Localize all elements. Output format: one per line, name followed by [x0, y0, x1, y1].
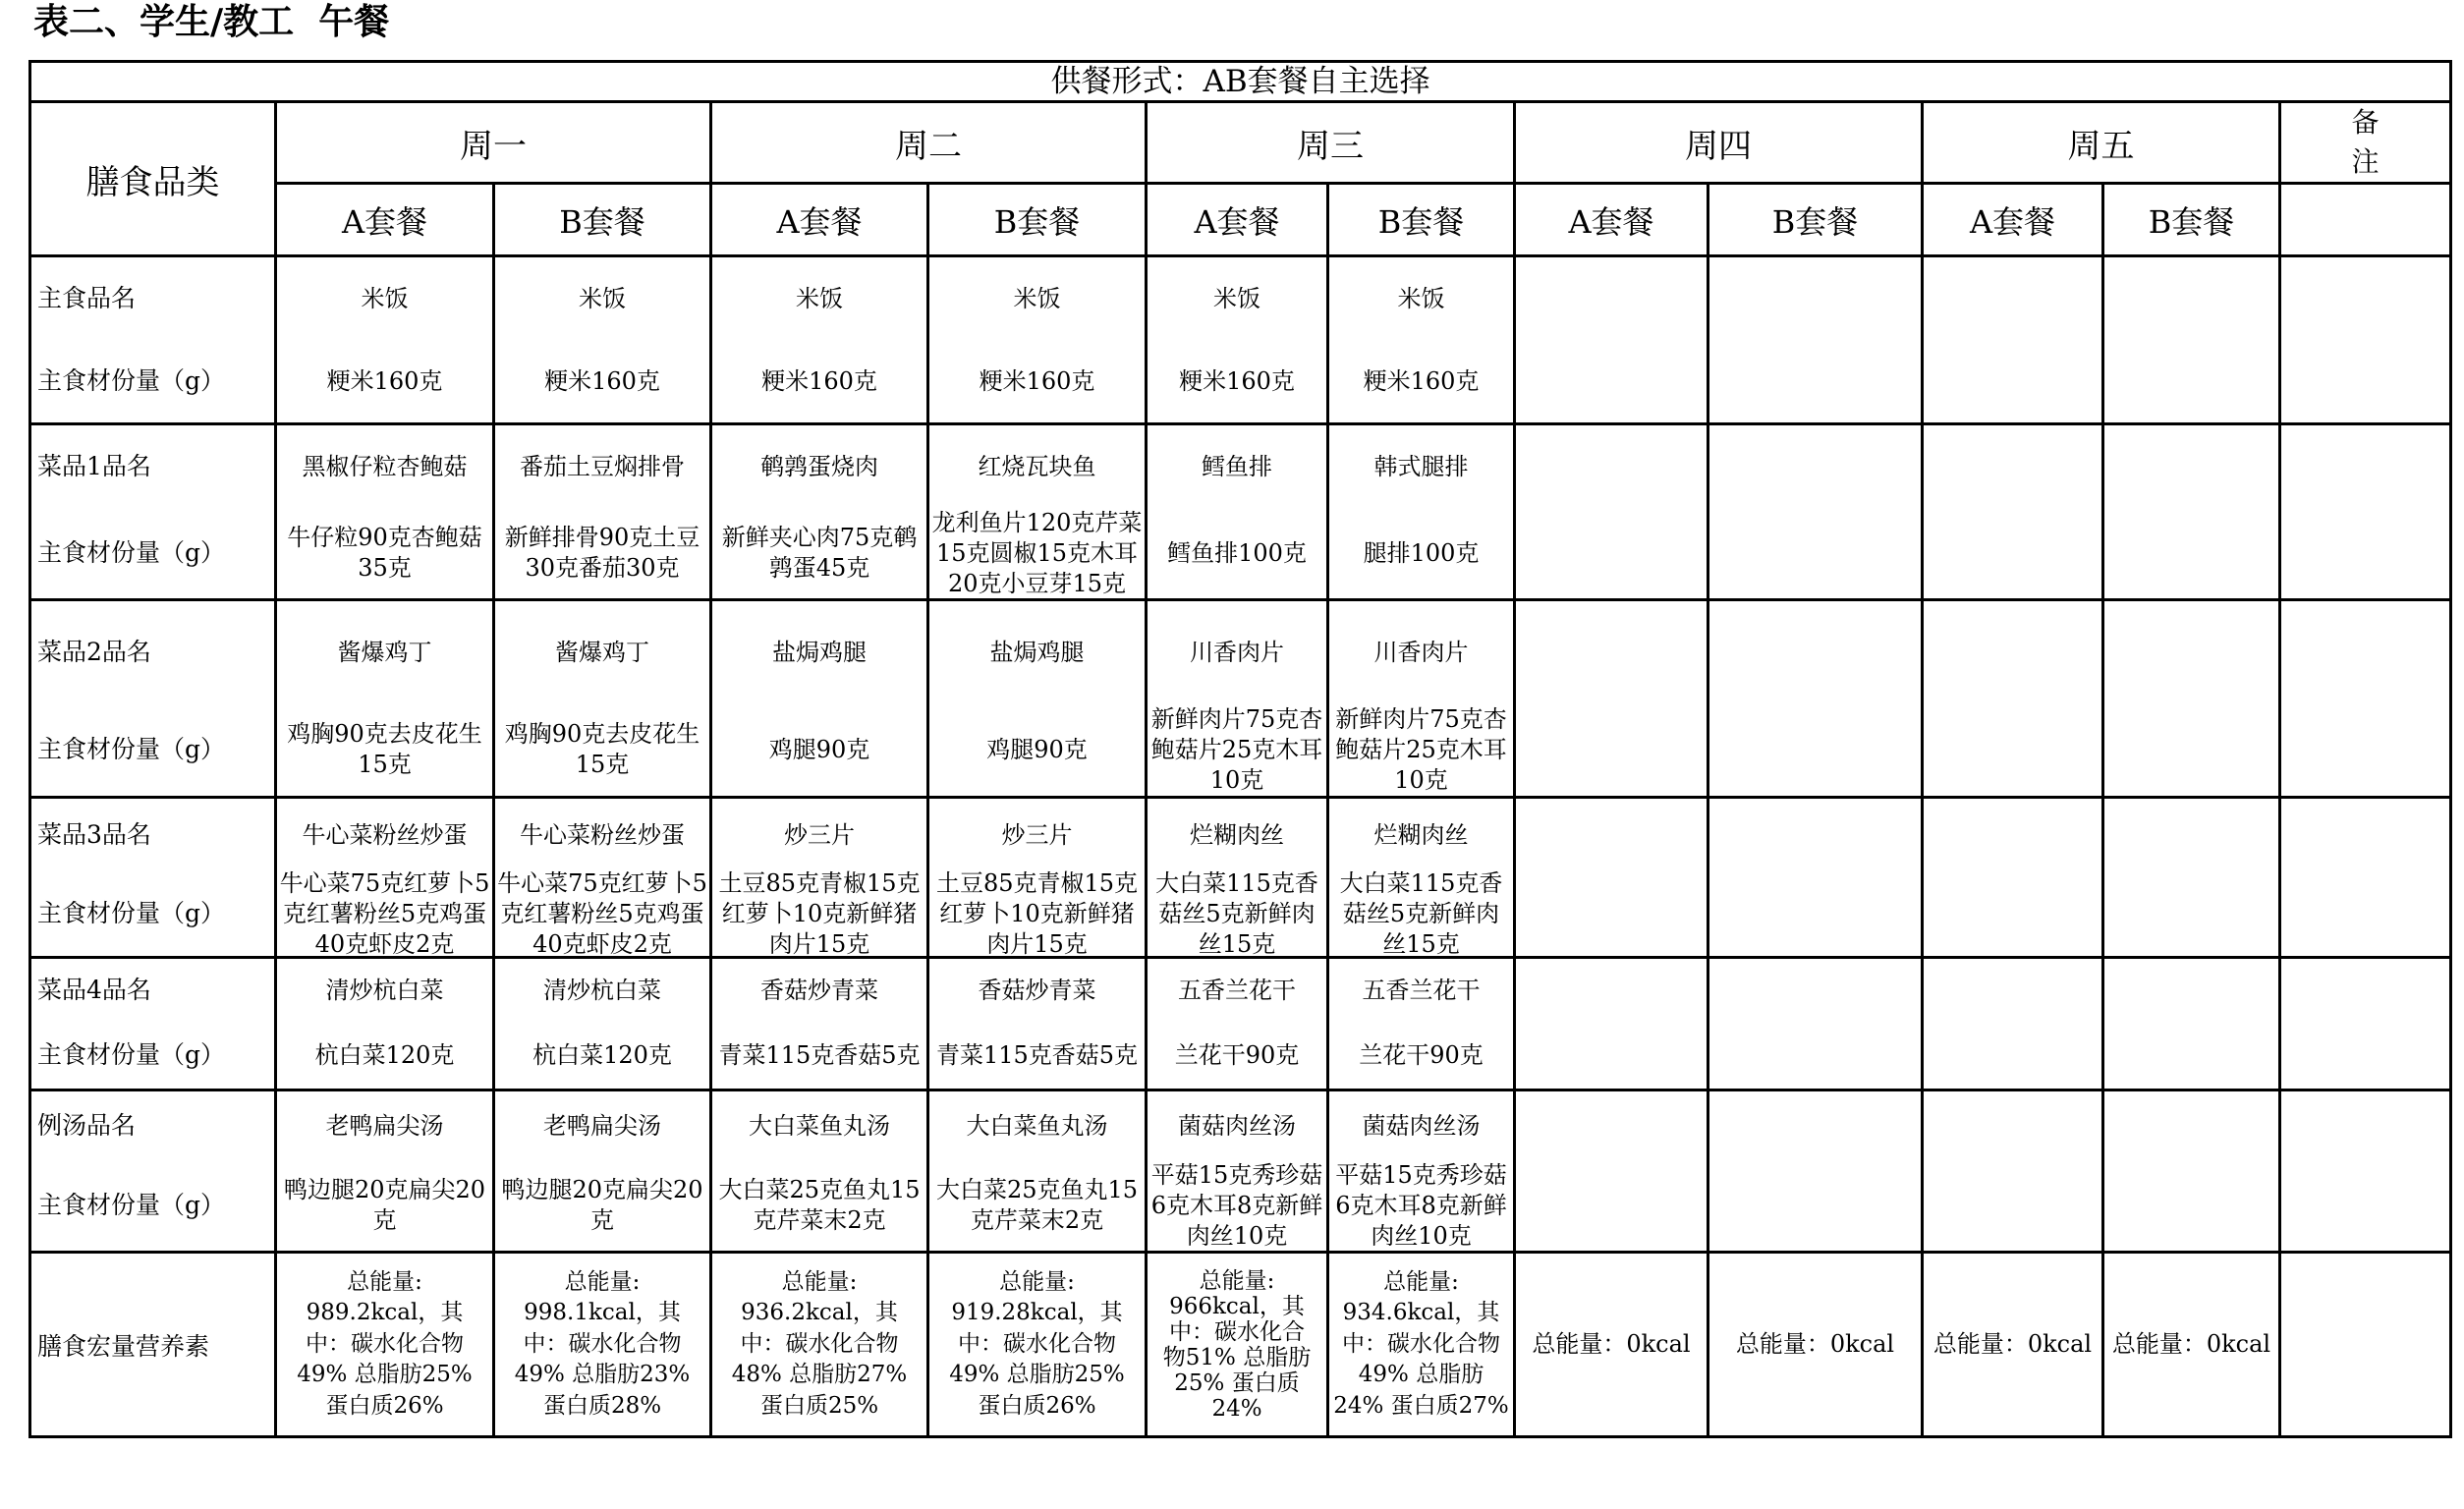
- meal-cell: [711, 958, 928, 1090]
- dish-ingredients: 鸡腿90克: [768, 735, 870, 763]
- meal-header: B套餐: [1328, 184, 1515, 256]
- nutrition-line: 物51% 总脂肪: [1162, 1344, 1312, 1370]
- dish-name: [1709, 959, 1921, 1022]
- dish-name: 烂糊肉丝: [1373, 820, 1469, 849]
- dish-ingredients: 鸡腿90克: [986, 735, 1088, 763]
- nutrition-cell: [1708, 1253, 1923, 1437]
- dish-name: 黑椒仔粒杏鲍菇: [302, 452, 468, 480]
- nutrition-line: 中：碳水化合物: [958, 1330, 1116, 1357]
- dish-ingredients: [1516, 703, 1707, 796]
- meal-cell: [2103, 798, 2280, 958]
- meal-cell: [1147, 600, 1328, 798]
- meal-cell: [494, 798, 711, 958]
- meal-cell: [1708, 256, 1923, 424]
- dish-name: [1924, 257, 2101, 340]
- dish-ingredients: [1924, 871, 2101, 956]
- dish-name: 盐焗鸡腿: [772, 638, 867, 666]
- dish-ingredients: [2104, 703, 2278, 796]
- meal-cell: [1328, 958, 1515, 1090]
- dish-name: 五香兰花干: [1362, 976, 1481, 1004]
- serving-mode-row: [30, 62, 2451, 102]
- dish-ingredients: 牛心菜75克红萝卜5克红薯粉丝5克鸡蛋40克虾皮2克: [497, 868, 707, 958]
- dish-name: [2104, 799, 2278, 871]
- nutrition-line: 总能量:: [347, 1268, 422, 1295]
- nutrition-line: 蛋白质26%: [325, 1392, 444, 1419]
- day-header-row: [30, 102, 2451, 184]
- day-header-thu: 周四: [1515, 102, 1923, 184]
- meal-cell: [711, 600, 928, 798]
- nutrition-line: 中：碳水化合物: [523, 1330, 682, 1357]
- meal-cell: [1328, 798, 1515, 958]
- meal-cell: [2103, 600, 2280, 798]
- section-row: [30, 798, 2451, 958]
- dish-name: 韩式腿排: [1373, 452, 1469, 480]
- meal-cell: [276, 1090, 494, 1253]
- dish-ingredients: 新鲜肉片75克杏鲍菇片25克木耳10克: [1335, 704, 1507, 794]
- nutrition-cell: [1147, 1253, 1328, 1437]
- dish-ingredients: [1924, 1022, 2101, 1089]
- dish-ingredients: 粳米160克: [1179, 366, 1295, 395]
- dish-name-label: 菜品2品名: [37, 638, 151, 666]
- meal-cell: [1923, 958, 2103, 1090]
- dish-ingredients: 平菇15克秀珍菇6克木耳8克新鲜肉丝10克: [1335, 1160, 1507, 1250]
- dish-name: 川香肉片: [1190, 638, 1284, 666]
- dish-ingredients: 青菜115克香菇5克: [718, 1040, 921, 1069]
- dish-ingredients: 新鲜夹心肉75克鹌鹑蛋45克: [721, 524, 918, 582]
- dish-name: [1516, 425, 1707, 508]
- nutrition-line: 总能量:: [781, 1268, 858, 1295]
- dish-name-label: 主食品名: [37, 284, 137, 312]
- meal-cell: [276, 600, 494, 798]
- meal-cell: [1708, 424, 1923, 600]
- meal-header: B套餐: [1708, 184, 1923, 256]
- notes-cell: [2280, 1090, 2451, 1253]
- dish-ingredients: 土豆85克青椒15克红萝卜10克新鲜猪肉片15克: [718, 868, 921, 958]
- meal-cell: [2103, 1090, 2280, 1253]
- section-label: [30, 798, 276, 958]
- section-label: [30, 424, 276, 600]
- dish-ingredients: 杭白菜120克: [532, 1040, 672, 1069]
- nutrition-line: 49% 总脂肪: [1358, 1362, 1484, 1388]
- nutrition-line: 蛋白质28%: [542, 1392, 662, 1419]
- dish-name: 盐焗鸡腿: [989, 638, 1085, 666]
- notes-header: 备 注: [2280, 102, 2451, 184]
- nutrition-line: 989.2kcal，其: [306, 1300, 464, 1326]
- nutrition-line: 48% 总脂肪27%: [731, 1362, 908, 1388]
- portion-label: 主食材份量（g）: [37, 735, 226, 763]
- notes-cell: [2280, 1253, 2451, 1437]
- dish-ingredients: [1516, 1160, 1707, 1251]
- dish-ingredients: 土豆85克青椒15克红萝卜10克新鲜猪肉片15克: [935, 868, 1139, 958]
- meal-cell: [1708, 958, 1923, 1090]
- dish-ingredients: [2104, 1022, 2278, 1089]
- dish-name: 米饭: [1013, 284, 1061, 312]
- dish-name-label: 菜品4品名: [37, 976, 151, 1004]
- dish-name: [1709, 799, 1921, 871]
- dish-name: 米饭: [361, 284, 409, 312]
- dish-name: 酱爆鸡丁: [337, 638, 432, 666]
- nutrition-cell: [494, 1253, 711, 1437]
- dish-name: 酱爆鸡丁: [555, 638, 649, 666]
- portion-label: 主食材份量（g）: [37, 899, 226, 927]
- dish-ingredients: [1924, 508, 2101, 598]
- meal-cell: [494, 256, 711, 424]
- dish-name: [1516, 959, 1707, 1022]
- meal-cell: [928, 256, 1147, 424]
- nutrition-cell: [928, 1253, 1147, 1437]
- meal-cell: [1147, 958, 1328, 1090]
- dish-name: [1709, 425, 1921, 508]
- dish-name: 香菇炒青菜: [978, 976, 1096, 1004]
- portion-label: 主食材份量（g）: [37, 1191, 226, 1219]
- meal-cell: [711, 798, 928, 958]
- dish-ingredients: 鸡胸90克去皮花生15克: [287, 720, 482, 778]
- dish-name: [2104, 959, 2278, 1022]
- nutrition-line: 中：碳水化合物: [1342, 1330, 1500, 1357]
- dish-name-label: 例汤品名: [37, 1111, 137, 1140]
- section-label: [30, 1090, 276, 1253]
- dish-ingredients: [1516, 1022, 1707, 1089]
- dish-ingredients: [1709, 1022, 1921, 1089]
- dish-ingredients: 新鲜肉片75克杏鲍菇片25克木耳10克: [1150, 704, 1323, 794]
- dish-name: [2104, 601, 2278, 703]
- dish-ingredients: 青菜115克香菇5克: [935, 1040, 1139, 1069]
- dish-ingredients: 龙利鱼片120克芹菜15克圆椒15克木耳20克小豆芽15克: [931, 508, 1143, 597]
- meal-cell: [276, 256, 494, 424]
- nutrition-line: 总能量:: [1199, 1267, 1275, 1294]
- notes-cell: [2280, 958, 2451, 1090]
- meal-cell: [928, 1090, 1147, 1253]
- nutrition-line: 总能量：0kcal: [1932, 1329, 2093, 1358]
- meal-header-row: [30, 184, 2451, 256]
- menu-table: [28, 60, 2452, 1438]
- section-row: [30, 958, 2451, 1090]
- meal-cell: [2103, 424, 2280, 600]
- dish-ingredients: 鸭边腿20克扁尖20克: [501, 1176, 703, 1234]
- meal-cell: [494, 1090, 711, 1253]
- nutrition-line: 49% 总脂肪25%: [949, 1362, 1125, 1388]
- dish-ingredients: [1924, 1160, 2101, 1251]
- dish-name: [1516, 257, 1707, 340]
- nutrition-line: 25% 蛋白质: [1174, 1369, 1300, 1396]
- dish-name: 米饭: [1213, 284, 1260, 312]
- dish-ingredients: [1924, 703, 2101, 796]
- dish-name: 菌菇肉丝汤: [1178, 1111, 1296, 1140]
- dish-name: 大白菜鱼丸汤: [966, 1111, 1108, 1140]
- meal-cell: [1708, 798, 1923, 958]
- dish-ingredients: 平菇15克秀珍菇6克木耳8克新鲜肉丝10克: [1150, 1160, 1323, 1250]
- dish-name: [1924, 425, 2101, 508]
- meal-cell: [1923, 798, 2103, 958]
- nutrition-line: 总能量:: [1383, 1268, 1459, 1295]
- section-label: [30, 958, 276, 1090]
- meal-cell: [276, 798, 494, 958]
- dish-ingredients: 大白菜25克鱼丸15克芹菜末2克: [718, 1176, 921, 1234]
- nutrition-line: 总能量：0kcal: [2111, 1329, 2271, 1358]
- dish-ingredients: 粳米160克: [1363, 366, 1480, 395]
- section-row: [30, 256, 2451, 424]
- nutrition-line: 中：碳水化合: [1169, 1318, 1305, 1345]
- nutrition-line: 总能量：0kcal: [1735, 1329, 1895, 1358]
- nutrition-cell: [711, 1253, 928, 1437]
- meal-cell: [1147, 798, 1328, 958]
- category-header: 膳食品类: [30, 102, 276, 256]
- meal-cell: [1515, 1090, 1708, 1253]
- dish-name: [1924, 1091, 2101, 1160]
- dish-ingredients: 腿排100克: [1363, 538, 1480, 567]
- meal-cell: [2103, 958, 2280, 1090]
- nutrition-line: 中：碳水化合物: [740, 1330, 899, 1357]
- meal-cell: [711, 1090, 928, 1253]
- meal-cell: [1328, 600, 1515, 798]
- notes-cell: [2280, 424, 2451, 600]
- notes-header-blank: [2280, 184, 2451, 256]
- nutrition-cell: [1515, 1253, 1708, 1437]
- dish-name: 五香兰花干: [1178, 976, 1296, 1004]
- meal-cell: [928, 798, 1147, 958]
- nutrition-line: 49% 总脂肪23%: [514, 1362, 691, 1388]
- meal-cell: [1328, 424, 1515, 600]
- dish-name: 清炒杭白菜: [543, 976, 661, 1004]
- meal-cell: [494, 600, 711, 798]
- serving-mode: 供餐形式：AB套餐自主选择: [30, 62, 2451, 102]
- dish-ingredients: [1709, 703, 1921, 796]
- meal-cell: [276, 424, 494, 600]
- meal-cell: [1147, 424, 1328, 600]
- dish-ingredients: [1709, 508, 1921, 598]
- meal-cell: [494, 958, 711, 1090]
- dish-name: 鹌鹑蛋烧肉: [760, 452, 878, 480]
- dish-name: 番茄土豆焖排骨: [520, 452, 685, 480]
- meal-cell: [1328, 256, 1515, 424]
- meal-cell: [1923, 1090, 2103, 1253]
- section-label: [30, 256, 276, 424]
- nutrition-row: [30, 1253, 2451, 1437]
- meal-header: A套餐: [276, 184, 494, 256]
- dish-ingredients: 鸡胸90克去皮花生15克: [504, 720, 700, 778]
- dish-ingredients: [1709, 871, 1921, 956]
- dish-name: 米饭: [579, 284, 626, 312]
- nutrition-line: 总能量：0kcal: [1532, 1329, 1691, 1358]
- portion-label: 主食材份量（g）: [37, 1040, 226, 1069]
- dish-name: 大白菜鱼丸汤: [749, 1111, 890, 1140]
- dish-ingredients: 兰花干90克: [1359, 1040, 1484, 1069]
- dish-ingredients: 兰花干90克: [1174, 1040, 1300, 1069]
- nutrition-line: 24% 蛋白质27%: [1333, 1392, 1509, 1419]
- dish-name: 老鸭扁尖汤: [325, 1111, 444, 1140]
- notes-cell: [2280, 600, 2451, 798]
- dish-name: 清炒杭白菜: [325, 976, 444, 1004]
- dish-name: [1516, 1091, 1707, 1160]
- dish-ingredients: [1709, 1160, 1921, 1251]
- nutrition-cell: [2103, 1253, 2280, 1437]
- dish-ingredients: [2104, 508, 2278, 598]
- section-row: [30, 600, 2451, 798]
- dish-name: [1709, 1091, 1921, 1160]
- nutrition-line: 49% 总脂肪25%: [297, 1362, 473, 1388]
- dish-name: 牛心菜粉丝炒蛋: [302, 820, 468, 849]
- notes-cell: [2280, 798, 2451, 958]
- dish-name: 米饭: [796, 284, 843, 312]
- dish-ingredients: 鳕鱼排100克: [1167, 538, 1307, 567]
- dish-ingredients: [2104, 1160, 2278, 1251]
- dish-name: 米饭: [1397, 284, 1445, 312]
- dish-ingredients: [1709, 340, 1921, 422]
- dish-name: [1516, 799, 1707, 871]
- dish-name: 老鸭扁尖汤: [543, 1111, 661, 1140]
- meal-cell: [1328, 1090, 1515, 1253]
- dish-ingredients: [1924, 340, 2101, 422]
- dish-name: [2104, 425, 2278, 508]
- meal-cell: [1515, 958, 1708, 1090]
- meal-cell: [2103, 256, 2280, 424]
- dish-name: 鳕鱼排: [1202, 452, 1272, 480]
- dish-ingredients: 大白菜115克香菇丝5克新鲜肉丝15克: [1339, 868, 1503, 958]
- dish-name: 炒三片: [784, 820, 855, 849]
- meal-cell: [1708, 600, 1923, 798]
- nutrition-cell: [1923, 1253, 2103, 1437]
- dish-name: [1924, 959, 2101, 1022]
- notes-cell: [2280, 256, 2451, 424]
- section-row: [30, 424, 2451, 600]
- dish-ingredients: 粳米160克: [544, 366, 660, 395]
- meal-cell: [1923, 256, 2103, 424]
- dish-name: [2104, 257, 2278, 340]
- meal-cell: [1515, 798, 1708, 958]
- meal-cell: [1515, 600, 1708, 798]
- meal-cell: [1923, 600, 2103, 798]
- meal-cell: [1923, 424, 2103, 600]
- meal-header: A套餐: [711, 184, 928, 256]
- dish-ingredients: 新鲜排骨90克土豆30克番茄30克: [504, 524, 700, 582]
- meal-cell: [1515, 424, 1708, 600]
- meal-cell: [276, 958, 494, 1090]
- dish-name: 香菇炒青菜: [760, 976, 878, 1004]
- dish-ingredients: [2104, 340, 2278, 422]
- nutrition-line: 24%: [1211, 1395, 1262, 1422]
- nutrition-line: 919.28kcal，其: [951, 1300, 1123, 1326]
- dish-ingredients: [1516, 340, 1707, 422]
- meal-header: A套餐: [1923, 184, 2103, 256]
- meal-cell: [1708, 1090, 1923, 1253]
- nutrition-label: 膳食宏量营养素: [30, 1253, 276, 1437]
- dish-name-label: 菜品1品名: [37, 452, 151, 480]
- meal-cell: [928, 600, 1147, 798]
- nutrition-line: 934.6kcal，其: [1342, 1300, 1500, 1326]
- dish-ingredients: 牛仔粒90克杏鲍菇35克: [287, 524, 482, 582]
- dish-ingredients: 牛心菜75克红萝卜5克红薯粉丝5克鸡蛋40克虾皮2克: [279, 868, 490, 958]
- dish-name-label: 菜品3品名: [37, 820, 151, 849]
- meal-cell: [711, 424, 928, 600]
- nutrition-line: 总能量:: [564, 1268, 641, 1295]
- dish-ingredients: 鸭边腿20克扁尖20克: [283, 1176, 486, 1234]
- dish-ingredients: [2104, 871, 2278, 956]
- nutrition-line: 998.1kcal，其: [524, 1300, 681, 1326]
- meal-header: A套餐: [1147, 184, 1328, 256]
- meal-header: A套餐: [1515, 184, 1708, 256]
- dish-name: [1924, 799, 2101, 871]
- nutrition-line: 蛋白质25%: [759, 1392, 879, 1419]
- nutrition-line: 936.2kcal，其: [741, 1300, 898, 1326]
- dish-name: [2104, 1091, 2278, 1160]
- dish-name: 红烧瓦块鱼: [978, 452, 1096, 480]
- dish-name: [1709, 257, 1921, 340]
- meal-cell: [1147, 256, 1328, 424]
- dish-ingredients: [1516, 508, 1707, 598]
- meal-cell: [494, 424, 711, 600]
- meal-cell: [928, 958, 1147, 1090]
- meal-header: B套餐: [2103, 184, 2280, 256]
- meal-cell: [1515, 256, 1708, 424]
- meal-cell: [711, 256, 928, 424]
- nutrition-line: 966kcal，其: [1169, 1293, 1305, 1319]
- meal-cell: [1147, 1090, 1328, 1253]
- dish-ingredients: 大白菜115克香菇丝5克新鲜肉丝15克: [1155, 868, 1318, 958]
- dish-ingredients: 粳米160克: [326, 366, 443, 395]
- dish-ingredients: 粳米160克: [979, 366, 1095, 395]
- dish-name: 菌菇肉丝汤: [1362, 1111, 1481, 1140]
- dish-name: 牛心菜粉丝炒蛋: [520, 820, 685, 849]
- section-label: [30, 600, 276, 798]
- nutrition-cell: [1328, 1253, 1515, 1437]
- portion-label: 主食材份量（g）: [37, 538, 226, 567]
- page-title: 表二、学生/教工 午餐: [33, 2, 390, 42]
- meal-cell: [928, 424, 1147, 600]
- day-header-tue: 周二: [711, 102, 1147, 184]
- dish-name: [1709, 601, 1921, 703]
- portion-label: 主食材份量（g）: [37, 366, 226, 395]
- nutrition-line: 总能量:: [999, 1268, 1075, 1295]
- day-header-mon: 周一: [276, 102, 711, 184]
- dish-name: [1516, 601, 1707, 703]
- nutrition-line: 蛋白质26%: [978, 1392, 1096, 1419]
- meal-header: B套餐: [928, 184, 1147, 256]
- dish-ingredients: [1516, 871, 1707, 956]
- dish-ingredients: 大白菜25克鱼丸15克芹菜末2克: [935, 1176, 1139, 1234]
- dish-ingredients: 粳米160克: [761, 366, 877, 395]
- nutrition-cell: [276, 1253, 494, 1437]
- section-row: [30, 1090, 2451, 1253]
- day-header-fri: 周五: [1923, 102, 2280, 184]
- nutrition-line: 中：碳水化合物: [306, 1330, 464, 1357]
- dish-ingredients: 杭白菜120克: [314, 1040, 455, 1069]
- dish-name: [1924, 601, 2101, 703]
- dish-name: 烂糊肉丝: [1190, 820, 1284, 849]
- day-header-wed: 周三: [1147, 102, 1515, 184]
- meal-header: B套餐: [494, 184, 711, 256]
- dish-name: 炒三片: [1001, 820, 1073, 849]
- dish-name: 川香肉片: [1373, 638, 1469, 666]
